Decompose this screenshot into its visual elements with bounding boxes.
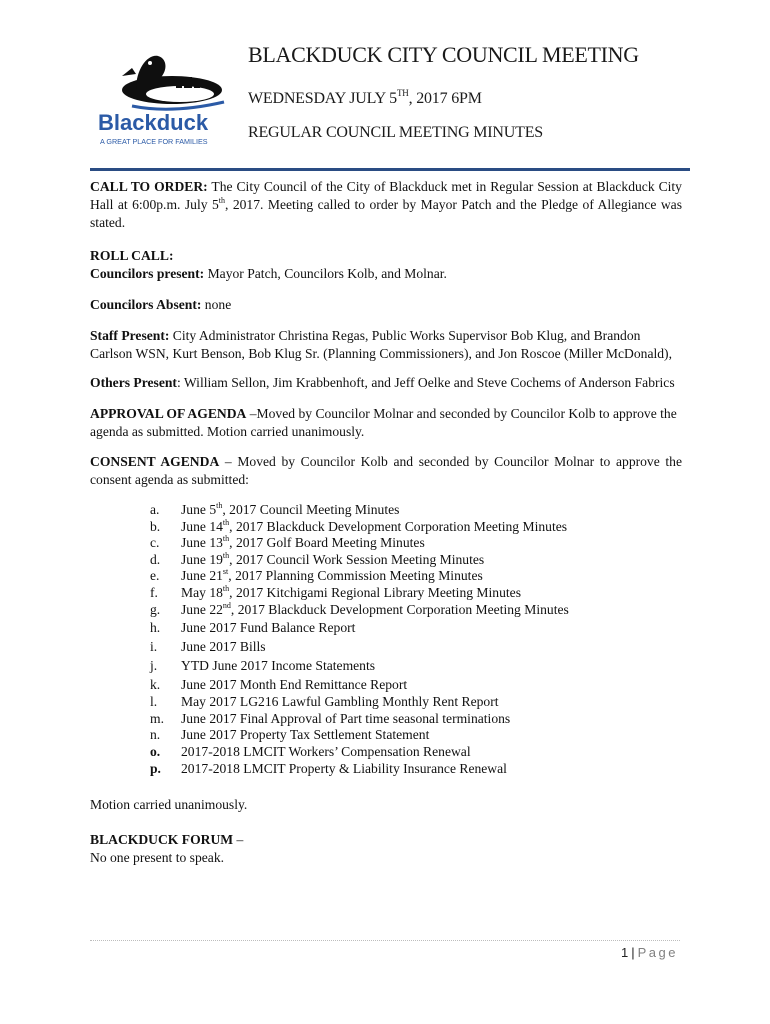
consent-item-text: 2017-2018 LMCIT Workers’ Compensation Renewal <box>181 743 471 759</box>
consent-item-marker: p. <box>150 760 161 776</box>
consent-item-text: June 2017 Fund Balance Report <box>181 620 356 636</box>
consent-item-marker: k. <box>150 677 161 693</box>
consent-item-marker: i. <box>150 639 158 655</box>
consent-item <box>150 602 690 619</box>
consent-item-text: June 22nd, 2017 Blackduck Development Corporation Meeting Minutes <box>181 600 569 617</box>
duck-icon <box>122 56 224 109</box>
roll-call-section: ROLL CALL: Councilors present: Mayor Patch, Councilors Kolb, and Molnar. <box>90 247 682 283</box>
staff-present: Staff Present: City Administrator Christina Regas, Public Works Supervisor Bob Klug, and Brandon Carlson WSN, Kurt Benson, Bob Klug Sr. (Planning Commissioners), and Jon Roscoe (Miller McDonald), <box>90 328 672 361</box>
consent-item-marker: h. <box>150 620 161 636</box>
others-present: Others Present: William Sellon, Jim Krabbenhoft, and Jeff Oelke and Steve Cochems of Anderson Fabrics <box>90 375 675 390</box>
footer-divider <box>90 940 680 941</box>
consent-item <box>150 744 690 761</box>
consent-item-marker: o. <box>150 743 161 759</box>
call-to-order-label: CALL TO ORDER: <box>90 179 208 194</box>
consent-item <box>150 535 690 552</box>
consent-item <box>150 502 690 519</box>
consent-item <box>150 585 690 602</box>
consent-item <box>150 552 690 569</box>
logo-wordmark: Blackduck <box>98 110 209 135</box>
consent-item-text: May 2017 LG216 Lawful Gambling Monthly Rent Report <box>181 694 499 710</box>
blackduck-forum: BLACKDUCK FORUM – No one present to speak. <box>90 832 244 865</box>
page-footer: 1 | Page <box>621 945 678 960</box>
consent-item-text: June 2017 Bills <box>181 639 266 655</box>
consent-item-marker: e. <box>150 568 160 584</box>
meeting-title: BLACKDUCK CITY COUNCIL MEETING <box>248 42 639 67</box>
consent-item <box>150 618 690 637</box>
consent-item-text: June 5th, 2017 Council Meeting Minutes <box>181 501 400 517</box>
meeting-subtitle: REGULAR COUNCIL MEETING MINUTES <box>248 124 543 141</box>
consent-item-marker: g. <box>150 601 161 617</box>
consent-item-text: YTD June 2017 Income Statements <box>181 658 376 674</box>
consent-item-text: June 2017 Final Approval of Part time seasonal terminations <box>181 710 511 726</box>
consent-item-text: May 18th, 2017 Kitchigami Regional Library Meeting Minutes <box>181 583 521 600</box>
consent-item-marker: c. <box>150 535 160 551</box>
motion-carried: Motion carried unanimously. <box>90 797 248 812</box>
consent-item <box>150 675 690 694</box>
call-to-order-section: CALL TO ORDER: The City Council of the City of Blackduck met in Regular Session at Blackduck City Hall at 6:00p.m. July 5th, 2017. Meeting called to order by Mayor Patch and the Pledge of Allegiance was stated. <box>90 179 682 230</box>
page-number: 1 <box>621 945 629 960</box>
consent-agenda: CONSENT AGENDA – Moved by Councilor Kolb and seconded by Councilor Molnar to approve the consent agenda as submitted: <box>90 454 682 487</box>
logo-tagline: A GREAT PLACE FOR FAMILIES <box>100 137 208 146</box>
consent-item <box>150 637 690 656</box>
consent-item-text: June 13th, 2017 Golf Board Meeting Minutes <box>181 534 425 551</box>
consent-item <box>150 711 690 728</box>
consent-agenda-list <box>150 502 690 777</box>
roll-call-label: ROLL CALL: <box>90 248 174 263</box>
header-divider <box>90 168 690 171</box>
consent-item <box>150 761 690 778</box>
consent-item-marker: m. <box>150 710 164 726</box>
meeting-date: WEDNESDAY JULY 5TH, 2017 6PM <box>248 88 482 107</box>
consent-item-marker: j. <box>150 658 158 674</box>
consent-item-text: June 21st, 2017 Planning Commission Meeting Minutes <box>181 567 483 584</box>
page-word: Page <box>637 945 678 960</box>
consent-item-text: 2017-2018 LMCIT Property & Liability Insurance Renewal <box>181 760 507 776</box>
councilors-absent: Councilors Absent: none <box>90 297 232 312</box>
consent-item-text: June 2017 Property Tax Settlement Statement <box>181 727 430 743</box>
approval-of-agenda: APPROVAL OF AGENDA –Moved by Councilor Molnar and seconded by Councilor Kolb to approve the agenda as submitted. Motion carried unanimously. <box>90 406 677 439</box>
consent-item-marker: d. <box>150 551 161 567</box>
consent-item-marker: f. <box>150 584 158 600</box>
consent-item <box>150 694 690 711</box>
consent-item <box>150 568 690 585</box>
blackduck-logo <box>92 50 242 150</box>
consent-item <box>150 727 690 744</box>
consent-item-marker: a. <box>150 502 160 517</box>
consent-item-text: June 14th, 2017 Blackduck Development Corporation Meeting Minutes <box>181 517 568 534</box>
consent-item-text: June 19th, 2017 Council Work Session Meeting Minutes <box>181 550 485 567</box>
consent-item-marker: b. <box>150 518 161 534</box>
consent-item-marker: n. <box>150 727 161 743</box>
consent-item <box>150 519 690 536</box>
consent-item <box>150 656 690 675</box>
consent-item-text: June 2017 Month End Remittance Report <box>181 677 408 693</box>
consent-item-marker: l. <box>150 694 158 710</box>
